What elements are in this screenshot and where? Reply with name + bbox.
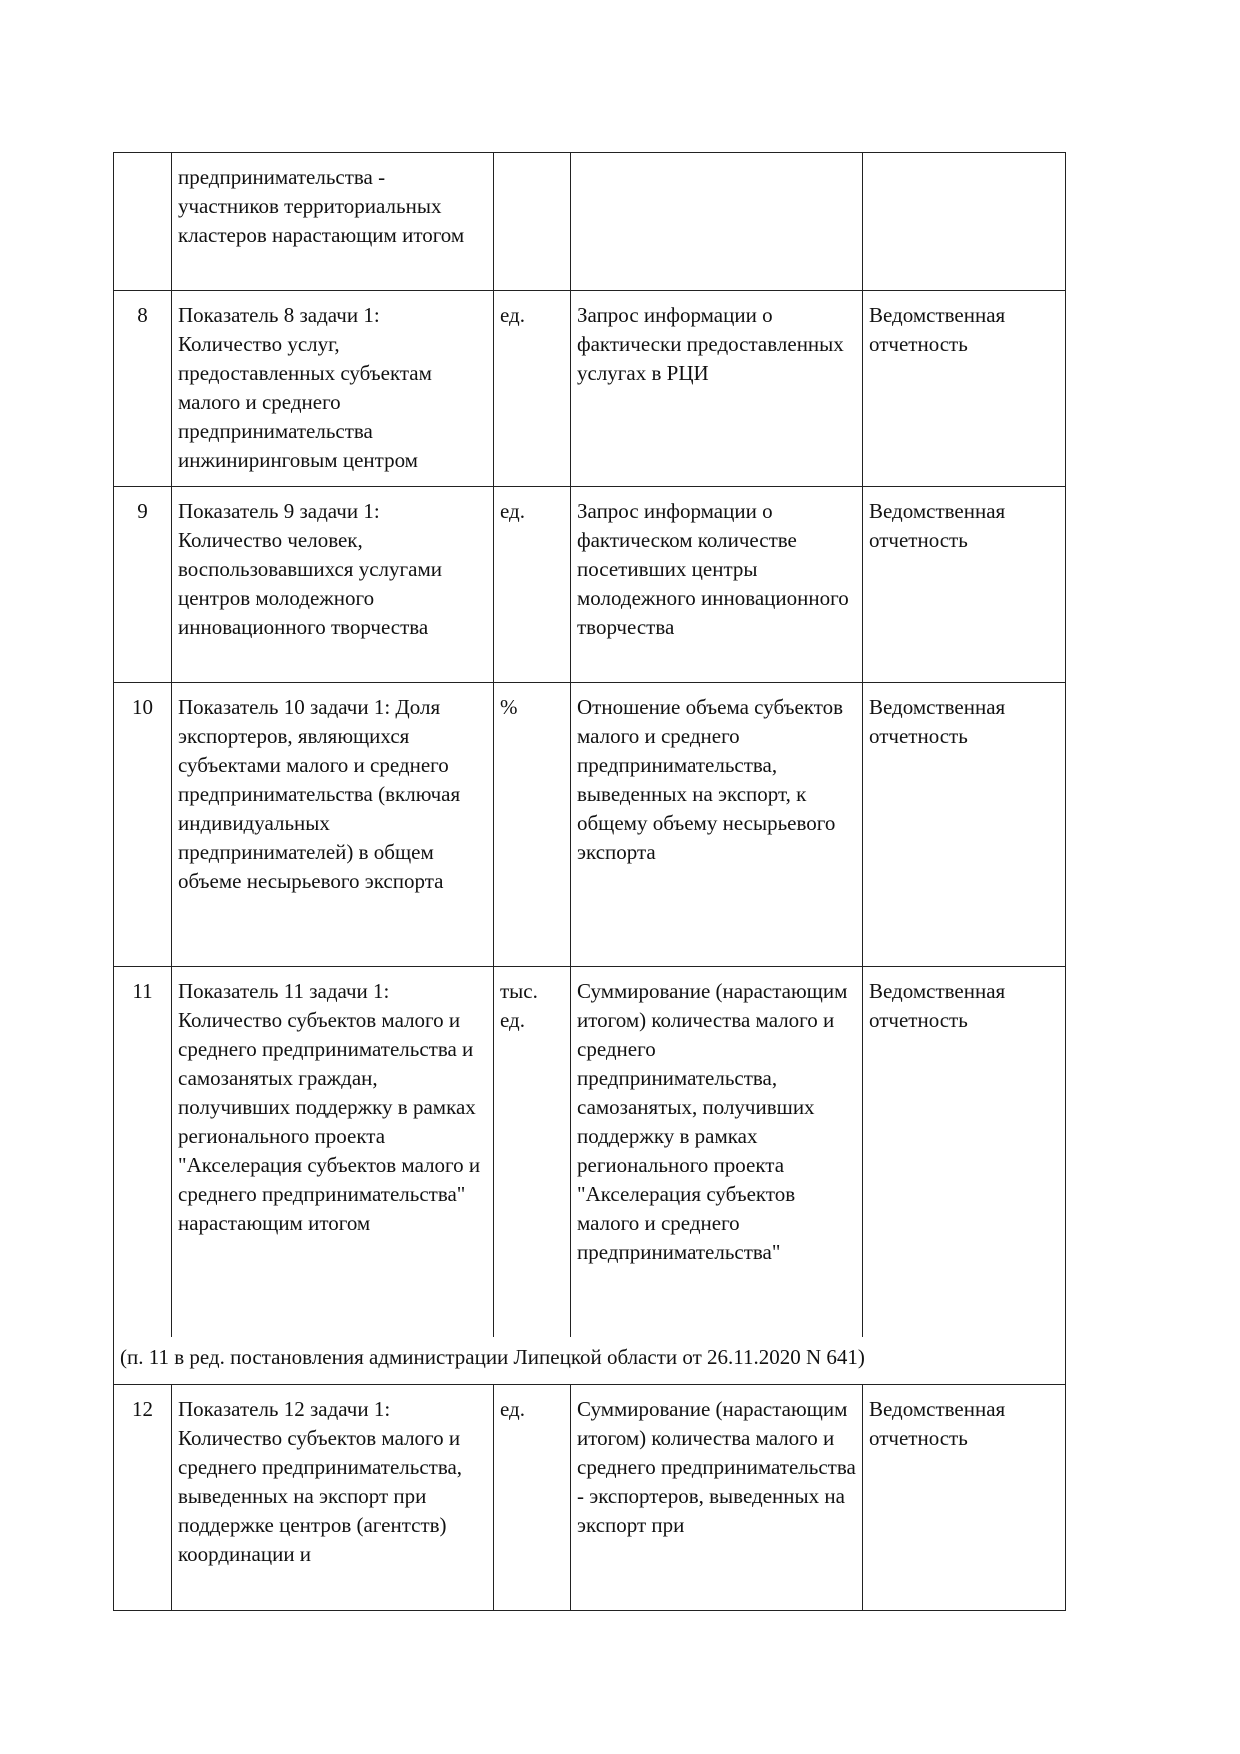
data-source: Ведомственная отчетность [863, 291, 1066, 487]
row-number: 10 [114, 683, 172, 967]
indicator-name: Показатель 12 задачи 1: Количество субъектов малого и среднего предпринимательства, выведенных на экспорт при поддержке центров (агентств) координации и [172, 1385, 494, 1611]
indicator-name: Показатель 9 задачи 1: Количество человек, воспользовавшихся услугами центров молодежного инновационного творчества [172, 487, 494, 683]
indicators-table [113, 152, 1066, 1611]
unit: ед. [494, 291, 571, 487]
table-row [114, 153, 1066, 291]
table-row [114, 487, 1066, 683]
calculation-method: Суммирование (нарастающим итогом) количества малого и среднего предпринимательства, самозанятых, получивших поддержку в рамках регионального проекта "Акселерация субъектов малого и среднего предпринимательства" [571, 967, 863, 1337]
amendment-note-row [114, 1337, 1066, 1385]
table-row [114, 291, 1066, 487]
calculation-method: Запрос информации о фактически предоставленных услугах в РЦИ [571, 291, 863, 487]
indicator-name: Показатель 10 задачи 1: Доля экспортеров, являющихся субъектами малого и среднего предпринимательства (включая индивидуальных предпринимателей) в общем объеме несырьевого экспорта [172, 683, 494, 967]
table-row [114, 683, 1066, 967]
data-source [863, 153, 1066, 291]
amendment-note: (п. 11 в ред. постановления администрации Липецкой области от 26.11.2020 N 641) [114, 1337, 1066, 1385]
row-number: 12 [114, 1385, 172, 1611]
indicator-name: Показатель 11 задачи 1: Количество субъектов малого и среднего предпринимательства и самозанятых граждан, получивших поддержку в рамках регионального проекта "Акселерация субъектов малого и среднего предпринимательства" нарастающим итогом [172, 967, 494, 1337]
calculation-method: Запрос информации о фактическом количестве посетивших центры молодежного инновационного творчества [571, 487, 863, 683]
row-number [114, 153, 172, 291]
unit [494, 153, 571, 291]
data-source: Ведомственная отчетность [863, 683, 1066, 967]
unit: ед. [494, 1385, 571, 1611]
calculation-method [571, 153, 863, 291]
data-source: Ведомственная отчетность [863, 967, 1066, 1337]
row-number: 11 [114, 967, 172, 1337]
indicator-name: Показатель 8 задачи 1: Количество услуг, предоставленных субъектам малого и среднего предпринимательства инжиниринговым центром [172, 291, 494, 487]
calculation-method: Отношение объема субъектов малого и среднего предпринимательства, выведенных на экспорт, к общему объему несырьевого экспорта [571, 683, 863, 967]
data-source: Ведомственная отчетность [863, 487, 1066, 683]
data-source: Ведомственная отчетность [863, 1385, 1066, 1611]
calculation-method: Суммирование (нарастающим итогом) количества малого и среднего предпринимательства - экспортеров, выведенных на экспорт при [571, 1385, 863, 1611]
table-row [114, 1385, 1066, 1611]
row-number: 9 [114, 487, 172, 683]
table-row [114, 967, 1066, 1337]
unit: тыс. ед. [494, 967, 571, 1337]
row-number: 8 [114, 291, 172, 487]
indicator-name: предпринимательства - участников территориальных кластеров нарастающим итогом [172, 153, 494, 291]
unit: ед. [494, 487, 571, 683]
unit: % [494, 683, 571, 967]
